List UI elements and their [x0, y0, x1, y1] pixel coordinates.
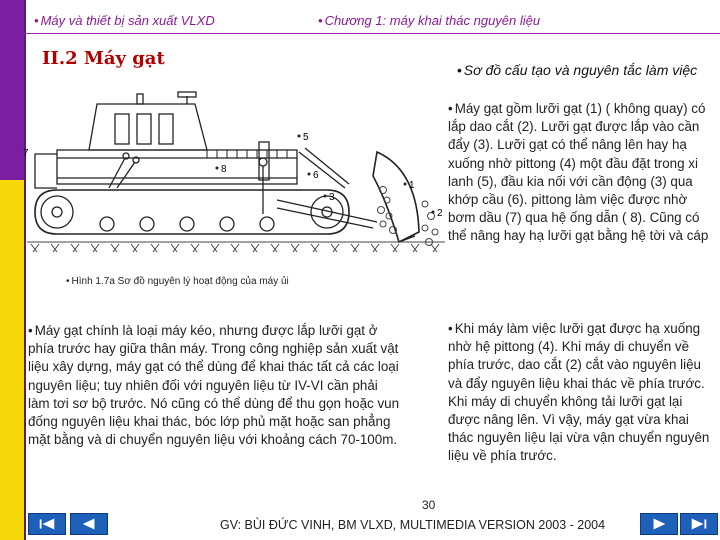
- last-slide-button[interactable]: [680, 513, 718, 535]
- bulldozer-diagram: [23, 92, 447, 267]
- label-push-arm: 3: [329, 192, 335, 203]
- diagram-caption: • Hình 1.7a Sơ đồ nguyên lý hoạt động của máy ủi: [66, 276, 289, 287]
- label-ball-joint: 6: [313, 170, 319, 181]
- definition-text: • Máy gạt chính là loại máy kéo, nhưng được lắp lưỡi gạt ở phía trước hay giữa thân máy. Trong công nghiệp sản xuất vật liệu xây dựng, máy gạt có thể dùng để khai thác tất cả các loại nguyên liệu; tuy nhiên đối với nguyên liệu từ IV-VI cần phải làm tơi sơ bộ trước. Nó cũng có thể dùng để thu gọn hoặc vun đống nguyên liệu khai thác, bóc lớp phủ mặt hoặc san phẳng mặt bằng và di chuyển nguyên liệu với khoảng cách 70-100m.: [28, 323, 399, 447]
- operation-paragraph: [448, 320, 712, 466]
- header-course-title: • Máy và thiết bị sản xuất VLXD: [34, 13, 215, 28]
- structure-paragraph: [448, 100, 710, 246]
- label-oil-pump: 7: [23, 148, 29, 159]
- vertical-divider: [24, 0, 26, 540]
- side-bar-bottom: [0, 180, 24, 540]
- definition-paragraph: [28, 322, 400, 449]
- header-divider: [24, 33, 720, 34]
- footer-credit: GV: BÙI ĐỨC VINH, BM VLXD, MULTIMEDIA VERSION 2003 - 2004: [220, 518, 606, 532]
- page-number: 30: [422, 498, 436, 512]
- previous-slide-icon: [71, 514, 107, 534]
- previous-slide-button[interactable]: [70, 513, 108, 535]
- section-title: II.2 Máy gạt: [42, 48, 165, 69]
- last-slide-icon: [681, 514, 717, 534]
- label-blade: 1: [409, 180, 415, 191]
- label-hose: 8: [221, 164, 227, 175]
- diagram-subheading: [452, 62, 702, 79]
- header-chapter-title: • Chương 1: máy khai thác nguyên liệu: [318, 13, 540, 28]
- operation-text: • Khi máy làm việc lưỡi gạt được hạ xuống nhờ hệ pittong (4). Khi máy di chuyển về phía trước, dao cắt (2) cắt vào nguyên liệu và đẩy nguyên liệu khai thác về phía trước. Khi máy di chuyển không tải lưỡi gạt lại được nâng lên. Vì vậy, máy gạt vừa khai thác nguyên liệu lại vừa vận chuyển nguyên liệu về phía trước.: [448, 321, 709, 463]
- side-bar-top: [0, 0, 24, 180]
- structure-text: • Máy gạt gồm lưỡi gạt (1) ( không quay) có lắp dao cắt (2). Lưỡi gạt được lắp vào cần đẩy (3). Lưỡi gạt có thể nâng lên hay hạ xuống nhờ pittong (4) một đầu đặt trong xi lanh (5), đầu kia nối với cần động (3) qua khớp cầu (6). pittong làm việc được nhờ bơm dầu (7) qua hệ ống dẫn ( 8). Cũng có thể nâng hay hạ lưỡi gạt bằng hệ tời và cáp: [448, 101, 708, 243]
- label-cutter: 2: [437, 208, 443, 219]
- subheading-text: • Sơ đồ cấu tạo và nguyên tắc làm việc: [457, 62, 697, 78]
- next-slide-icon: [641, 514, 677, 534]
- first-slide-icon: [29, 514, 65, 534]
- label-cylinder: 5: [303, 132, 309, 143]
- next-slide-button[interactable]: [640, 513, 678, 535]
- first-slide-button[interactable]: [28, 513, 66, 535]
